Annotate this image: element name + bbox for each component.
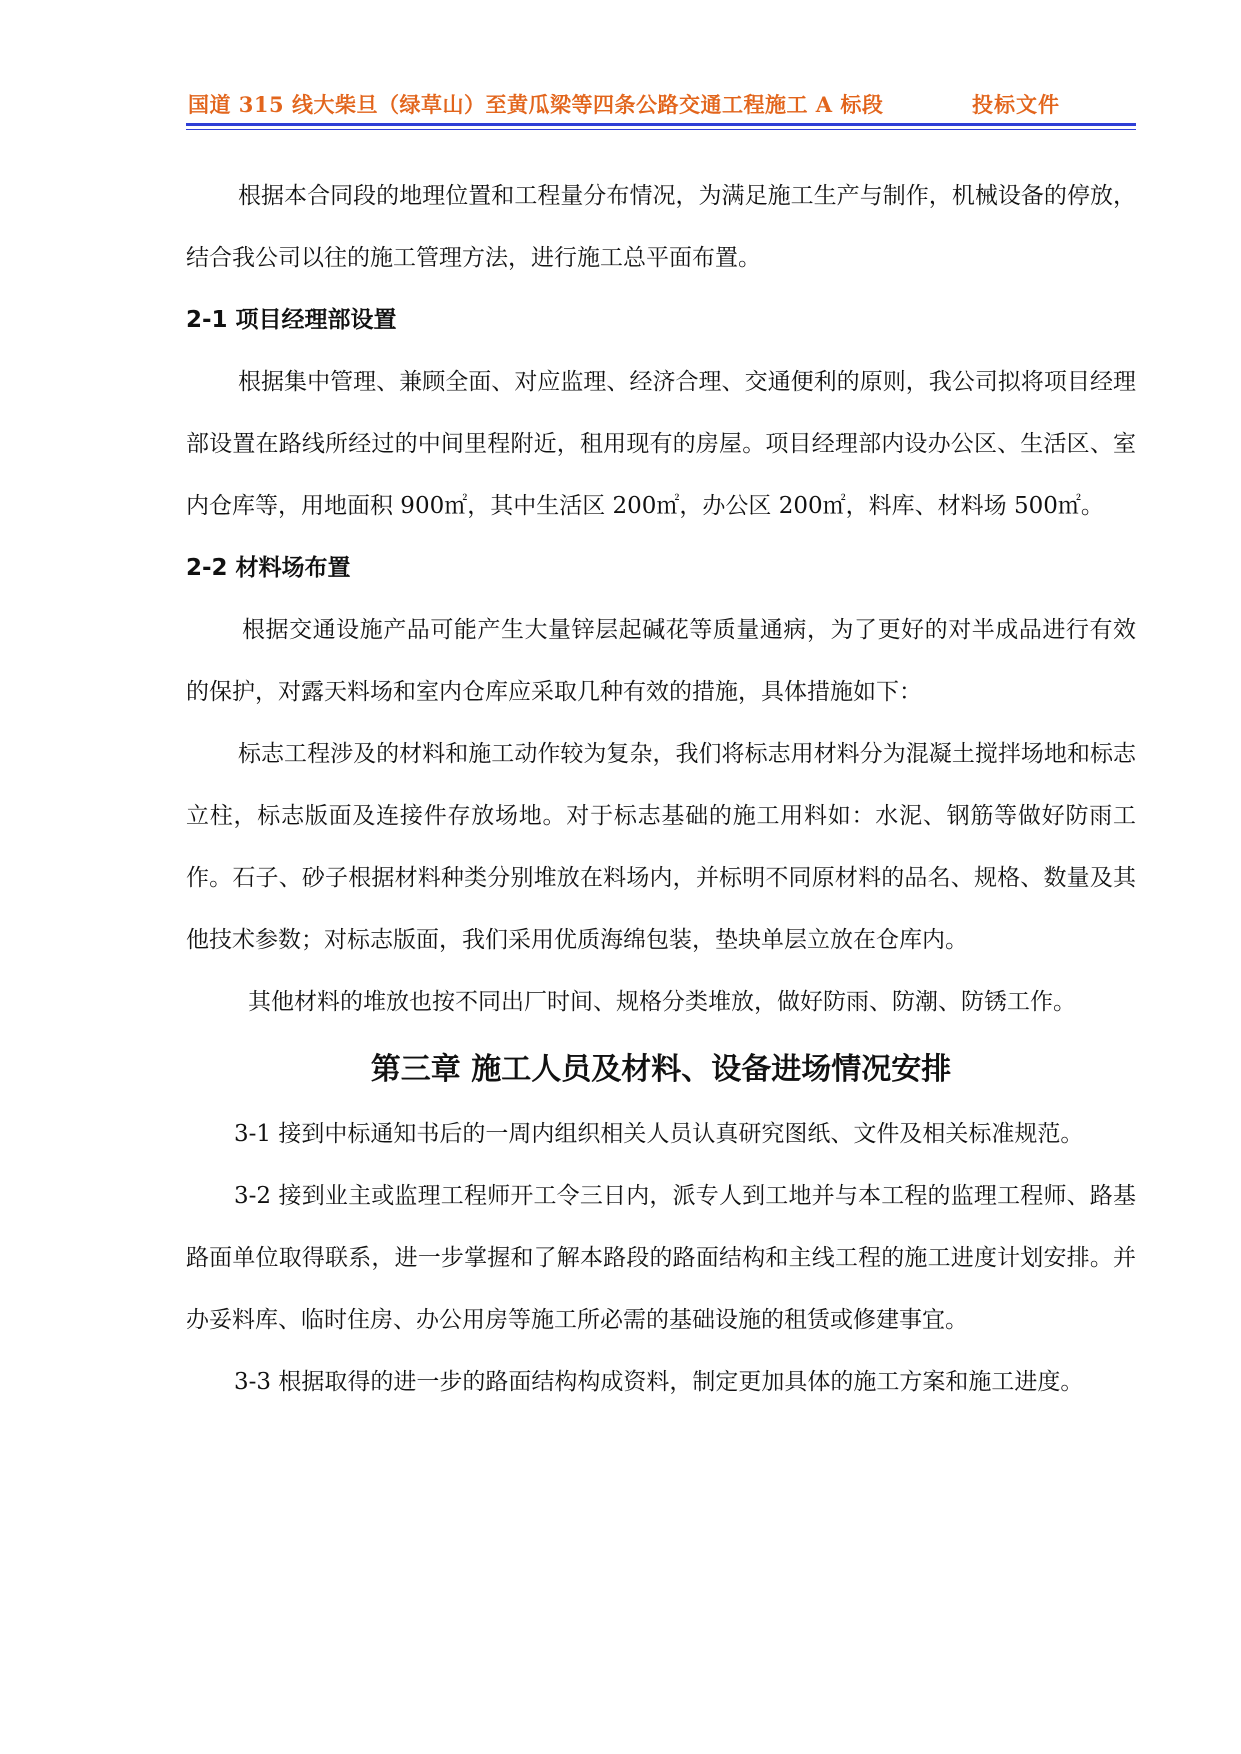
- section-2-2-paragraph-1: 根据交通设施产品可能产生大量锌层起碱花等质量通病，为了更好的对半成品进行有效的保护，对露天料场和室内仓库应采取几种有效的措施，具体措施如下：: [186, 617, 1136, 705]
- item-3-2: 3-2 接到业主或监理工程师开工令三日内，派专人到工地并与本工程的监理工程师、路基路面单位取得联系，进一步掌握和了解本路段的路面结构和主线工程的施工进度计划安排。并办妥料库、临时住房、办公用房等施工所必需的基础设施的租赁或修建事宜。: [186, 1183, 1136, 1333]
- section-2-2-paragraph-3: 其他材料的堆放也按不同出厂时间、规格分类堆放，做好防雨、防潮、防锈工作。: [248, 989, 1076, 1015]
- item-3-3: 3-3 根据取得的进一步的路面结构构成资料，制定更加具体的施工方案和施工进度。: [234, 1369, 1084, 1395]
- chapter-3-title: 第三章 施工人员及材料、设备进场情况安排: [370, 1052, 952, 1087]
- section-2-2-paragraph-2: 标志工程涉及的材料和施工动作较为复杂，我们将标志用材料分为混凝土搅拌场地和标志立柱，标志版面及连接件存放场地。对于标志基础的施工用料如：水泥、钢筋等做好防雨工作。石子、砂子根据材料种类分别堆放在料场内，并标明不同原材料的品名、规格、数量及其他技术参数；对标志版面，我们采用优质海绵包装，垫块单层立放在仓库内。: [186, 741, 1136, 953]
- section-heading-2-2: 2-2 材料场布置: [186, 555, 351, 581]
- header-document-type: 投标文件: [972, 92, 1060, 117]
- header-project-title: 国道 315 线大柴旦（绿草山）至黄瓜梁等四条公路交通工程施工 A 标段: [188, 92, 884, 117]
- header-rule-thick: [186, 123, 1136, 126]
- intro-paragraph: 根据本合同段的地理位置和工程量分布情况，为满足施工生产与制作，机械设备的停放，结合我公司以往的施工管理方法，进行施工总平面布置。: [186, 183, 1136, 271]
- header-rule-thin: [186, 129, 1136, 130]
- item-3-1: 3-1 接到中标通知书后的一周内组织相关人员认真研究图纸、文件及相关标准规范。: [234, 1121, 1084, 1147]
- document-body: [186, 165, 1136, 1413]
- section-2-1-paragraph: 根据集中管理、兼顾全面、对应监理、经济合理、交通便利的原则，我公司拟将项目经理部设置在路线所经过的中间里程附近，租用现有的房屋。项目经理部内设办公区、生活区、室内仓库等，用地面积 900㎡，其中生活区 200㎡，办公区 200㎡，料库、材料场 500㎡。: [186, 369, 1136, 519]
- page-header: [186, 80, 1136, 120]
- section-heading-2-1: 2-1 项目经理部设置: [186, 307, 397, 333]
